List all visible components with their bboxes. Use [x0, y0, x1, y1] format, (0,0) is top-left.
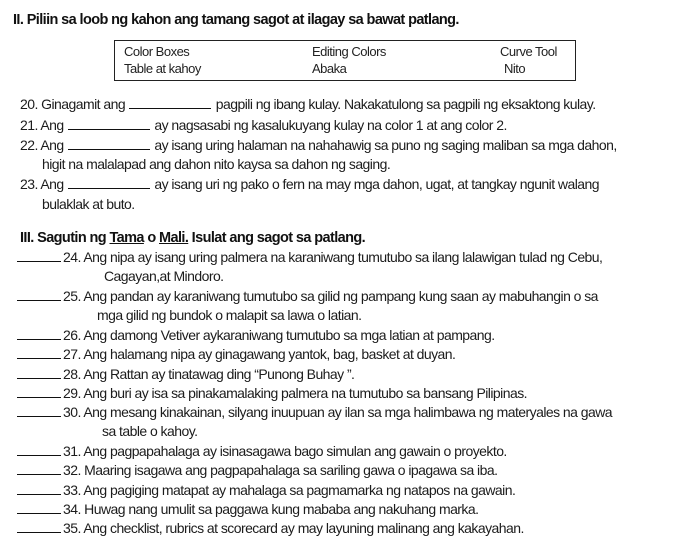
true-false-question-34 [16, 501, 478, 517]
question-text: Ang nipa ay isang uring palmera na karaniwang tumutubo sa ilang lalawigan tulad ng Cebu, [83, 249, 603, 265]
question-number: 28. [63, 366, 81, 382]
question-number: 35. [63, 520, 81, 536]
question-text: Ang Rattan ay tinatawag ding “Punong Buhay ”. [83, 366, 355, 382]
choice-nito: Nito [504, 61, 526, 76]
answer-blank[interactable] [17, 346, 61, 359]
question-text: Ang halamang nipa ay ginagawang yantok, bag, basket at duyan. [83, 346, 456, 362]
question-number: 33. [63, 482, 81, 498]
question-23-continuation: bulaklak at buto. [42, 196, 135, 212]
question-text: Ang buri ay isa sa pinakamalaking palmera na tumutubo sa bansang Pilipinas. [83, 385, 527, 401]
question-text: Ang checklist, rubrics at scorecard ay may layuning malinang ang kakayahan. [83, 520, 524, 536]
question-number: 22. [20, 137, 38, 153]
question-text: Ang pagpapahalaga ay isinasagawa bago simulan ang gawain o proyekto. [83, 443, 507, 459]
answer-blank[interactable] [17, 501, 61, 514]
question-text: Ang pandan ay karaniwang tumutubo sa gilid ng pampang kung saan ay mabuhangin o sa [83, 288, 598, 304]
question-text-post: ay nagsasabi ng kasalukuyang kulay na color 1 at ang color 2. [154, 117, 507, 133]
true-false-question-32 [16, 462, 497, 478]
answer-blank[interactable] [17, 520, 61, 533]
question-20 [20, 96, 596, 112]
true-false-question-27 [16, 346, 455, 362]
true-false-question-35 [16, 520, 524, 536]
true-false-question-33 [16, 482, 515, 498]
question-23 [20, 176, 599, 192]
choice-color-boxes: Color Boxes [124, 44, 190, 59]
true-false-question-28 [16, 366, 354, 382]
question-number: 34. [63, 501, 81, 517]
question-text-post: ay isang uring halaman na nahahawig sa puno ng saging maliban sa mga dahon, [154, 137, 617, 153]
true-false-question-31 [16, 443, 507, 459]
section-2-heading: II. Piliin sa loob ng kahon ang tamang sagot at ilagay sa bawat patlang. [13, 12, 459, 28]
answer-blank[interactable] [17, 327, 61, 340]
question-text-post: ay isang uri ng pako o fern na may mga dahon, ugat, at tangkay ngunit walang [154, 176, 599, 192]
question-text: Ang pagiging matapat ay mahalaga sa pagmamarka ng natapos na gawain. [83, 482, 516, 498]
answer-blank[interactable] [17, 288, 61, 301]
answer-blank[interactable] [129, 96, 211, 109]
true-false-question-24-continuation: Cagayan,at Mindoro. [104, 268, 224, 284]
question-text-pre: Ang [40, 176, 64, 192]
heading-text: o [143, 230, 160, 246]
answer-blank[interactable] [17, 249, 61, 262]
answer-choices-box [114, 40, 576, 81]
true-false-question-25 [16, 288, 598, 304]
question-number: 26. [63, 327, 81, 343]
answer-blank[interactable] [68, 176, 150, 189]
true-false-question-26 [16, 327, 495, 343]
choice-editing-colors: Editing Colors [312, 44, 386, 59]
question-number: 20. [20, 96, 38, 112]
choice-abaka: Abaka [312, 61, 347, 76]
question-number: 30. [63, 404, 81, 420]
question-text: Huwag nang umulit sa paggawa kung mababa ang nakuhang marka. [84, 501, 479, 517]
true-false-question-24 [16, 249, 602, 265]
question-number: 24. [63, 249, 81, 265]
question-text-pre: Ginagamit ang [41, 96, 126, 112]
answer-blank[interactable] [17, 366, 61, 379]
question-number: 27. [63, 346, 81, 362]
heading-tama: Tama [109, 230, 144, 246]
heading-text: Isulat ang sagot sa patlang. [188, 230, 366, 246]
true-false-question-30 [16, 404, 612, 420]
answer-blank[interactable] [17, 404, 61, 417]
question-number: 32. [63, 462, 81, 478]
heading-text: III. Sagutin ng [20, 230, 110, 246]
answer-blank[interactable] [17, 482, 61, 495]
choice-table-at-kahoy: Table at kahoy [124, 61, 201, 76]
question-text: Maaring isagawa ang pagpapahalaga sa sariling gawa o ipagawa sa iba. [84, 462, 498, 478]
question-text-pre: Ang [40, 137, 64, 153]
true-false-question-30-continuation: sa table o kahoy. [102, 423, 198, 439]
question-text: Ang mesang kinakainan, silyang inuupuan ay ilan sa mga halimbawa ng materyales na gawa [83, 404, 612, 420]
heading-mali: Mali. [159, 230, 189, 246]
answer-blank[interactable] [68, 117, 150, 130]
question-number: 29. [63, 385, 81, 401]
answer-blank[interactable] [17, 443, 61, 456]
true-false-question-25-continuation: mga gilid ng bundok o malapit sa lawa o latian. [97, 307, 362, 323]
question-22-continuation: higit na malalapad ang dahon nito kaysa sa dahon ng saging. [42, 156, 391, 172]
question-22 [20, 137, 617, 153]
answer-blank[interactable] [17, 385, 61, 398]
choice-curve-tool: Curve Tool [500, 44, 557, 59]
answer-blank[interactable] [68, 137, 150, 150]
question-number: 25. [63, 288, 81, 304]
question-number: 31. [63, 443, 81, 459]
question-text: Ang damong Vetiver aykaraniwang tumutubo sa mga latian at pampang. [83, 327, 495, 343]
true-false-question-29 [16, 385, 527, 401]
question-number: 23. [20, 176, 38, 192]
section-3-heading [20, 230, 365, 246]
question-text-post: pagpili ng ibang kulay. Nakakatulong sa pagpili ng eksaktong kulay. [215, 96, 596, 112]
question-number: 21. [20, 117, 38, 133]
question-text-pre: Ang [40, 117, 64, 133]
answer-blank[interactable] [17, 462, 61, 475]
question-21 [20, 117, 507, 133]
